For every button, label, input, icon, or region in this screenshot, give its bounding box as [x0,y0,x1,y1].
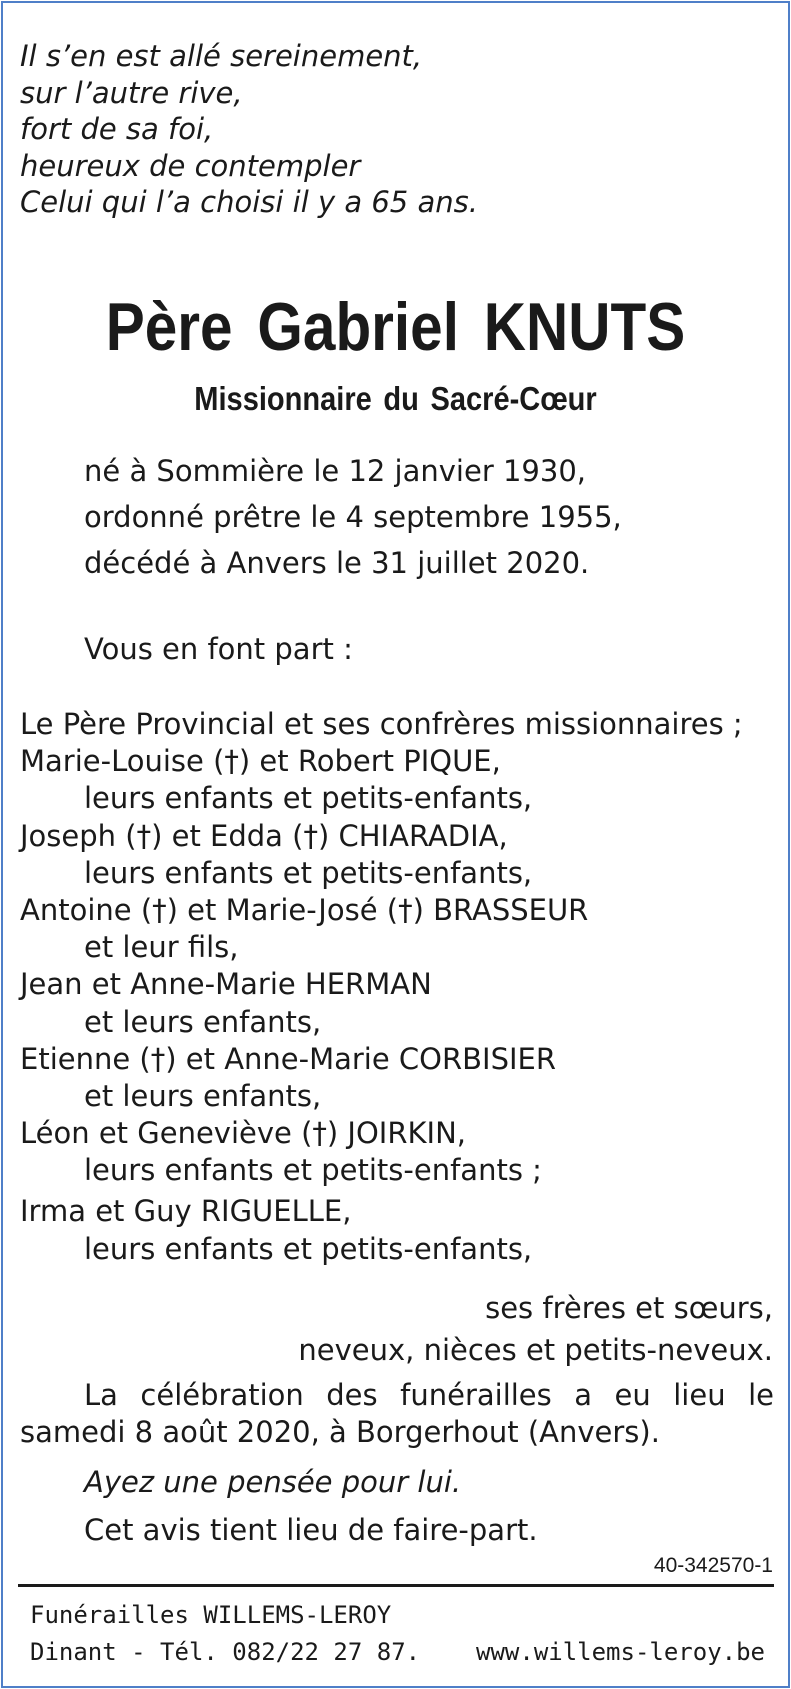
poem-line: Il s’en est allé sereinement, [20,39,423,73]
family-line: leurs enfants et petits-enfants, [84,855,533,890]
family-line: et leurs enfants, [84,1078,322,1113]
family-list [20,706,743,1268]
funeral-home-name: Funérailles WILLEMS-LEROY [30,1601,392,1629]
poem-line: heureux de contempler [20,148,361,183]
family-line: Irma et Guy RIGUELLE, [20,1194,352,1229]
poem [20,38,478,221]
poem-line: Celui qui l’a choisi il y a 65 ans. [20,185,478,219]
family-line: Léon et Geneviève (†) JOIRKIN, [20,1116,466,1151]
family-line: leurs enfants et petits-enfants ; [84,1153,542,1188]
siblings-line: ses frères et sœurs, [485,1291,773,1325]
ceremony-line-1: La célébration des funérailles a eu lieu le [84,1378,774,1412]
funeral-home-contact: Dinant - Tél. 082/22 27 87. [30,1638,421,1666]
poem-line: fort de sa foi, [20,112,214,146]
reference-number: 40-342570-1 [653,1554,773,1577]
closing-note: Cet avis tient lieu de faire-part. [84,1513,538,1547]
funeral-home-website: www.willems-leroy.be [476,1638,765,1666]
family-line: Antoine (†) et Marie-José (†) BRASSEUR [20,892,589,927]
nephews-line: neveux, nièces et petits-neveux. [298,1333,773,1367]
family-line: Joseph (†) et Edda (†) CHIARADIA, [20,818,508,853]
footer-divider [18,1584,774,1587]
biography [84,448,622,586]
closing-italic: Ayez une pensée pour lui. [84,1465,462,1499]
deceased-title: Missionnaire du Sacré-Cœur [194,380,597,417]
bio-birth: né à Sommière le 12 janvier 1930, [84,454,586,488]
family-line: et leurs enfants, [84,1004,322,1039]
bio-death: décédé à Anvers le 31 juillet 2020. [84,546,590,580]
family-line: leurs enfants et petits-enfants, [84,1231,533,1266]
family-line: et leur fils, [84,930,239,965]
family-line: Etienne (†) et Anne-Marie CORBISIER [20,1041,557,1076]
bio-ordination: ordonné prêtre le 4 septembre 1955, [84,500,622,534]
family-line: Le Père Provincial et ses confrères missionnaires ; [20,707,743,741]
family-line: leurs enfants et petits-enfants, [84,781,533,816]
announcement-intro: Vous en font part : [84,632,353,666]
ceremony-line-2: samedi 8 août 2020, à Borgerhout (Anvers). [20,1415,660,1449]
family-line: Marie-Louise (†) et Robert PIQUE, [20,744,501,779]
family-line: Jean et Anne-Marie HERMAN [20,967,432,1002]
poem-line: sur l’autre rive, [20,75,243,110]
deceased-name: Père Gabriel KNUTS [105,289,686,365]
